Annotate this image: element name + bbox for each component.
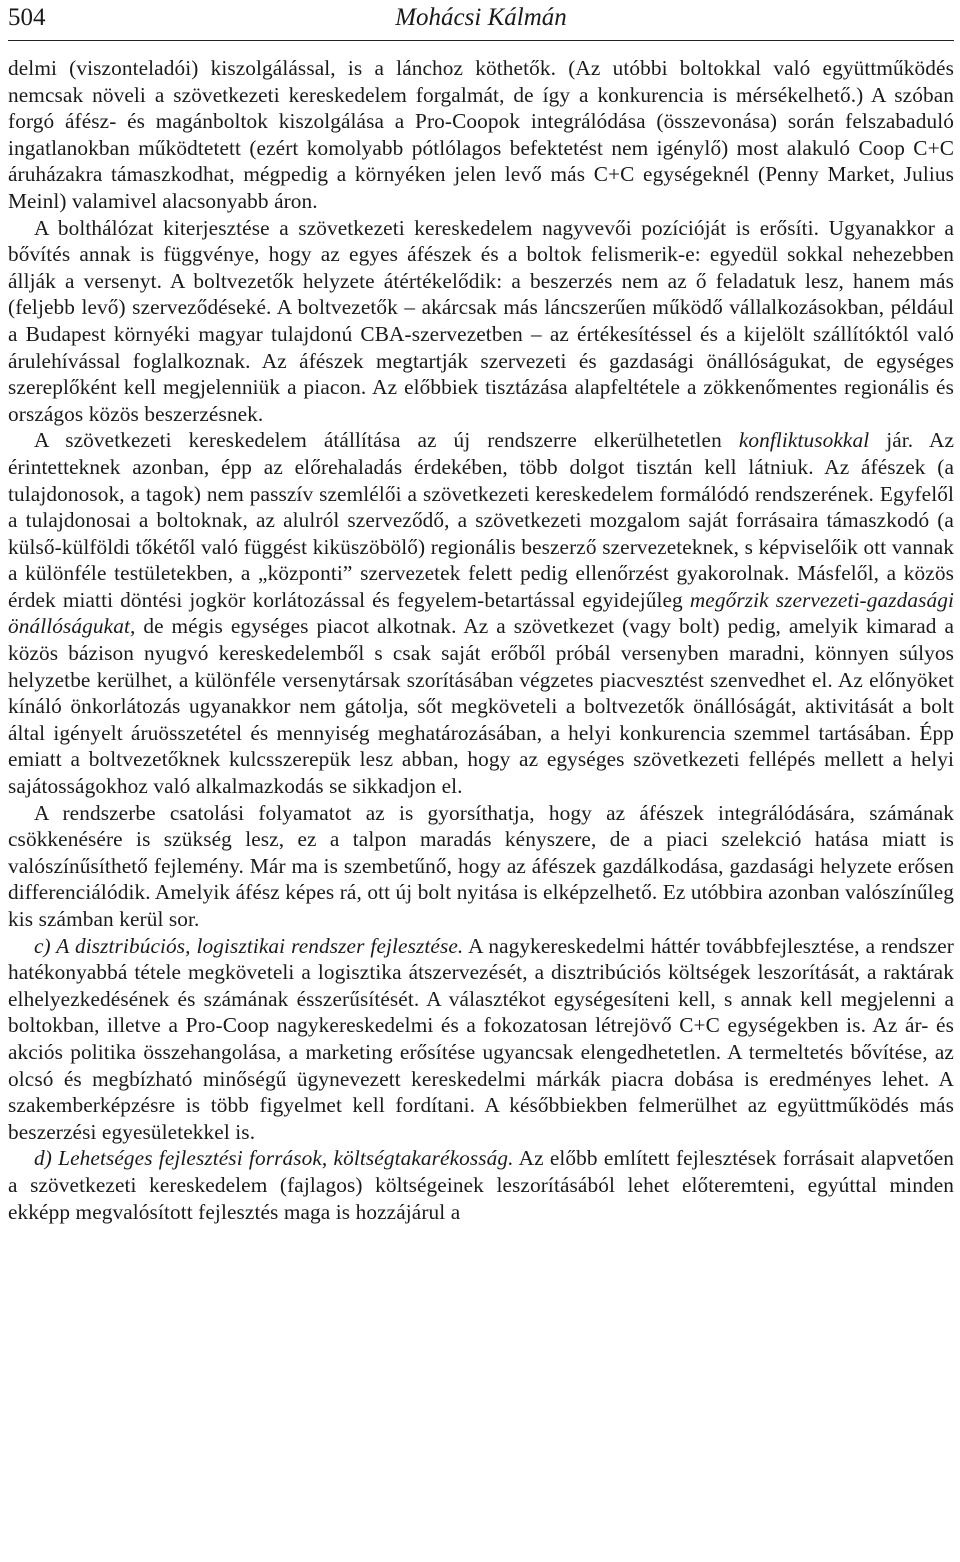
paragraph-text: A bolthálózat kiterjesztése a szövetkezeti kereskedelem nagyvevői pozícióját is erősíti. Ugyanakkor a bővítés annak is függvénye, hogy az egyes áfészek és a boltok felismerik-e: egyedül sokkal nehezebben állják a versenyt. A boltvezetők helyzete átértékelődik: a beszerzés nem az ő feladatuk lesz, hanem más (feljebb levő) szerveződéseké. A boltvezetők – akárcsak más láncszerűen működő vállalkozásokban, például a Budapest környéki magyar tulajdonú CBA-szervezetben – az értékesítéssel és a kijelölt szállítóktól való árulehívással foglalkoznak. Az áfészek megtartják szervezeti és gazdasági önállóságukat, de egységes szereplőként kell megjelenniük a piacon. Az előbbiek tisztázása alapfeltétele a zökkenőmentes regionális és országos közös beszerzésnek. — [8, 215, 954, 426]
page-header — [8, 0, 954, 41]
document-page — [8, 0, 954, 1225]
section-heading-d: d) Lehetséges fejlesztési források, költségtakarékosság. — [34, 1146, 514, 1171]
paragraph-4 — [8, 800, 954, 933]
paragraph-text: jár. Az érintetteknek azonban, épp az előrehaladás érdekében, több dolgot tisztán kell látniuk. Az áfészek (a tulajdonosok, a tagok) nem passzív szemlélői a szövetkezeti kereskedelem formálódó rendszerének. Egyfelől a tulajdonosai a boltoknak, az alulról szerveződő, a szövetkezeti mozgalom saját forrásaira támaszkodó (a külső-külföldi tőkétől való függést kiküszöbölő) regionális beszerző szervezeteknek, s képviselőik ott vannak a különféle testületekben, a „központi” szervezetek felett pedig ellenőrzést gyakorolnak. Másfelől, a közös érdek miatti döntési jogkör korlátozással és fegyelem-betartással egyidejűleg — [8, 428, 954, 612]
paragraph-text: A nagykereskedelmi háttér továbbfejlesztése, a rendszer hatékonyabbá tétele megköveteli a logisztika átszervezését, a disztribúciós költségek leszorítását, a raktárak elhelyezkedésének és számának ésszerűsítését. A választékot egységesíteni kell, s annak kell megjelenni a boltokban, illetve a Pro-Coop nagykereskedelmi és a fokozatosan létrejövő C+C egységekben is. Az ár- és akciós politika összehangolása, a marketing erősítése ugyancsak elengedhetetlen. A termeltetés bővítése, az olcsó és megbízható minőségű ügynevezett kereskedelmi márkák piacra dobása is eredményes lehet. A szakemberképzésre is több figyelmet kell fordítani. A későbbiekben felmerülhet az együttműködés más beszerzési egyesületekkel is. — [8, 933, 954, 1144]
paragraph-3 — [8, 427, 954, 799]
emphasis-autonomy: megőrzik szervezeti-gazdasági önállóságukat, — [8, 587, 954, 639]
running-title: Mohácsi Kálmán — [395, 4, 567, 31]
paragraph-text: de mégis egységes piacot alkotnak. Az a szövetkezet (vagy bolt) pedig, amelyik kimarad a közös bázison nyugvó kereskedelemből s csak saját erőből próbál versenyben maradni, könnyen súlyos helyzetbe kerülhet, a különféle versenytársak szorításában végzetes piacvesztést szenvedhet el. Az előnyöket kínáló önkorlátozás ugyanakkor nem gátolja, sőt megköveteli a boltvezetők önállóságát, aktivitását a bolt által igényelt áruösszetétel és mennyiség meghatározásában, a helyi konkurencia szemmel tartásában. Épp emiatt a boltvezetőknek kulcsszerepük lesz abban, hogy az egységes szövetkezeti fellépés mellett a helyi sajátosságokhoz való alkalmazkodás se sikkadjon el. — [8, 614, 954, 799]
body-text — [8, 55, 954, 1225]
paragraph-6-section-d — [8, 1145, 954, 1225]
paragraph-2 — [8, 215, 954, 428]
paragraph-text: delmi (viszonteladói) kiszolgálással, is a lánchoz köthetők. (Az utóbbi boltokkal való együttműködés nemcsak növeli a szövetkezeti kereskedelem forgalmát, de így a konkurencia is mérsékelhető.) A szóban forgó áfész- és magánboltok kiszolgálása a Pro-Coopok integrálódása (összevonása) során felszabaduló ingatlanokban működtetett (ezért komolyabb pótlólagos befektetést nem igénylő) most alakuló Coop C+C áruházakra támaszkodhat, mégpedig a környéken jelen levő más C+C egységeknél (Penny Market, Julius Meinl) valamivel alacsonyabb áron. — [8, 56, 954, 213]
emphasis-conflicts: konfliktusokkal — [738, 428, 870, 453]
paragraph-text: A rendszerbe csatolási folyamatot az is gyorsíthatja, hogy az áfészek integrálódására, számának csökkenésére is szükség lesz, ez a talpon maradás kényszere, de a piaci szelekció hatása miatt is valószínűsíthető fejlemény. Már ma is szembetűnő, hogy az áfészek gazdálkodása, gazdasági helyzete erősen differenciálódik. Amelyik áfész képes rá, ott új bolt nyitása is elképzelhető. Ez utóbbira azonban valószínűleg kis számban kerül sor. — [8, 800, 954, 931]
page-number: 504 — [8, 4, 46, 31]
paragraph-text: Az előbb említett fejlesztések forrásait alapvetően a szövetkezeti kereskedelem (fajlagos) költségeinek leszorításából lehet előteremteni, egyúttal minden ekképp megvalósított fejlesztés maga is hozzájárul a — [8, 1146, 954, 1224]
section-heading-c: c) A disztribúciós, logisztikai rendszer fejlesztése. — [34, 933, 464, 958]
paragraph-1 — [8, 55, 954, 215]
paragraph-5-section-c — [8, 933, 954, 1146]
paragraph-text: A szövetkezeti kereskedelem átállítása az új rendszerre elkerülhetetlen — [34, 428, 739, 453]
